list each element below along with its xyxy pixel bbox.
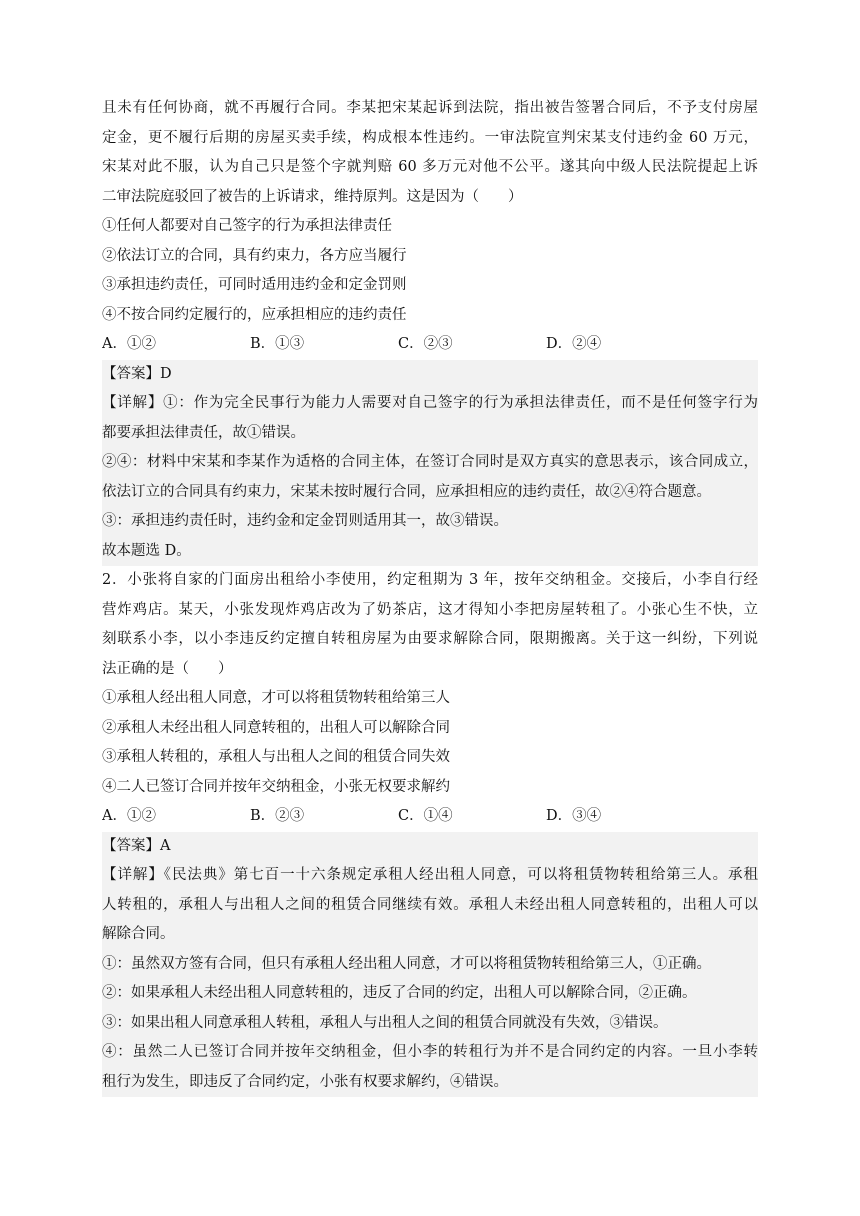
answer-label: 【答案】A xyxy=(102,837,171,854)
explanation-line: ②：如果承租人未经出租人同意转租的，违反了合同的约定，出租人可以解除合同，②正确。 xyxy=(102,985,697,1001)
stem-line: 定金，更不履行后期的房屋买卖手续，构成根本性违约。一审法院宣判宋某支付违约金 60 万元， xyxy=(102,129,758,146)
question-1-options xyxy=(102,330,758,360)
option-a: A．①② xyxy=(102,336,156,352)
explanation-line: 都要承担法律责任，故①错误。 xyxy=(102,424,305,441)
explanation-line: ①：虽然双方签有合同，但只有承租人经出租人同意，才可以将租赁物转租给第三人，①正确。 xyxy=(102,955,711,972)
option-d: D．③④ xyxy=(546,808,602,824)
statement-item: ③承租人转租的，承租人与出租人之间的租赁合同失效 xyxy=(102,749,450,765)
question-1-answer-block xyxy=(102,360,758,567)
stem-line: 二审法院庭驳回了被告的上诉请求，维持原判。这是因为（ ） xyxy=(102,188,523,205)
statement-item: ④二人已签订合同并按年交纳租金，小张无权要求解约 xyxy=(102,778,450,795)
explanation-line: ④：虽然二人已签订合同并按年交纳租金，但小李的转租行为并不是合同约定的内容。一旦小李转 xyxy=(102,1044,758,1060)
statement-item: ②依法订立的合同，具有约束力，各方应当履行 xyxy=(102,247,407,264)
question-1 xyxy=(102,94,758,566)
statement-item: ③承担违约责任，可同时适用违约金和定金罚则 xyxy=(102,277,407,293)
stem-line: 且未有任何协商，就不再履行合同。李某把宋某起诉到法院，指出被告签署合同后，不予支付房屋 xyxy=(102,100,758,116)
explanation-line: ②④：材料中宋某和李某作为适格的合同主体，在签订合同时是双方真实的意思表示，该合同成立， xyxy=(102,454,758,470)
explanation-line: 【详解】《民法典》第七百一十六条规定承租人经出租人同意，可以将租赁物转租给第三人。承租 xyxy=(102,867,758,883)
option-a: A．①② xyxy=(102,808,156,824)
stem-line: 刻联系小李，以小李违反约定擅自转租房屋为由要求解除合同，限期搬离。关于这一纠纷，下列说 xyxy=(102,631,758,647)
explanation-line: 人转租的，承租人与出租人之间的租赁合同继续有效。承租人未经出租人同意转租的，出租人可以 xyxy=(102,896,758,913)
question-2-options xyxy=(102,802,758,832)
question-2 xyxy=(102,566,758,1097)
explanation-line: 故本题选 D。 xyxy=(102,542,191,559)
statement-item: ①任何人都要对自己签字的行为承担法律责任 xyxy=(102,218,392,234)
document-content xyxy=(102,94,758,1097)
question-2-stem xyxy=(102,566,758,684)
option-b: B．①③ xyxy=(250,336,305,352)
answer-label: 【答案】D xyxy=(102,365,172,382)
statement-item: ①承租人经出租人同意，才可以将租赁物转租给第三人 xyxy=(102,690,450,706)
option-d: D．②④ xyxy=(546,336,602,352)
stem-line: 法正确的是（ ） xyxy=(102,660,233,677)
explanation-line: 解除合同。 xyxy=(102,926,175,942)
question-2-statements xyxy=(102,684,758,802)
option-b: B．②③ xyxy=(250,808,305,824)
statement-item: ④不按合同约定履行的，应承担相应的违约责任 xyxy=(102,306,407,323)
explanation-line: 依法订立的合同具有约束力，宋某未按时履行合同，应承担相应的违约责任，故②④符合题意。 xyxy=(102,483,711,500)
stem-line: 2．小张将自家的门面房出租给小李使用，约定租期为 3 年，按年交纳租金。交接后，小李自行经 xyxy=(102,572,758,588)
explanation-line: 【详解】①：作为完全民事行为能力人需要对自己签字的行为承担法律责任，而不是任何签字行为 xyxy=(102,395,758,411)
explanation-line: ③：承担违约责任时，违约金和定金罚则适用其一，故③错误。 xyxy=(102,513,508,529)
question-1-statements xyxy=(102,212,758,330)
stem-line: 营炸鸡店。某天，小张发现炸鸡店改为了奶茶店，这才得知小李把房屋转租了。小张心生不快，立 xyxy=(102,601,758,618)
explanation-line: 租行为发生，即违反了合同约定，小张有权要求解约，④错误。 xyxy=(102,1073,508,1090)
option-c: C．②③ xyxy=(398,336,453,352)
statement-item: ②承租人未经出租人同意转租的，出租人可以解除合同 xyxy=(102,719,450,736)
question-1-stem xyxy=(102,94,758,212)
stem-line: 宋某对此不服，认为自己只是签个字就判赔 60 多万元对他不公平。遂其向中级人民法院提起上诉 xyxy=(102,159,758,175)
question-2-answer-block xyxy=(102,832,758,1098)
option-c: C．①④ xyxy=(398,808,453,824)
explanation-line: ③：如果出租人同意承租人转租，承租人与出租人之间的租赁合同就没有失效，③错误。 xyxy=(102,1014,668,1031)
